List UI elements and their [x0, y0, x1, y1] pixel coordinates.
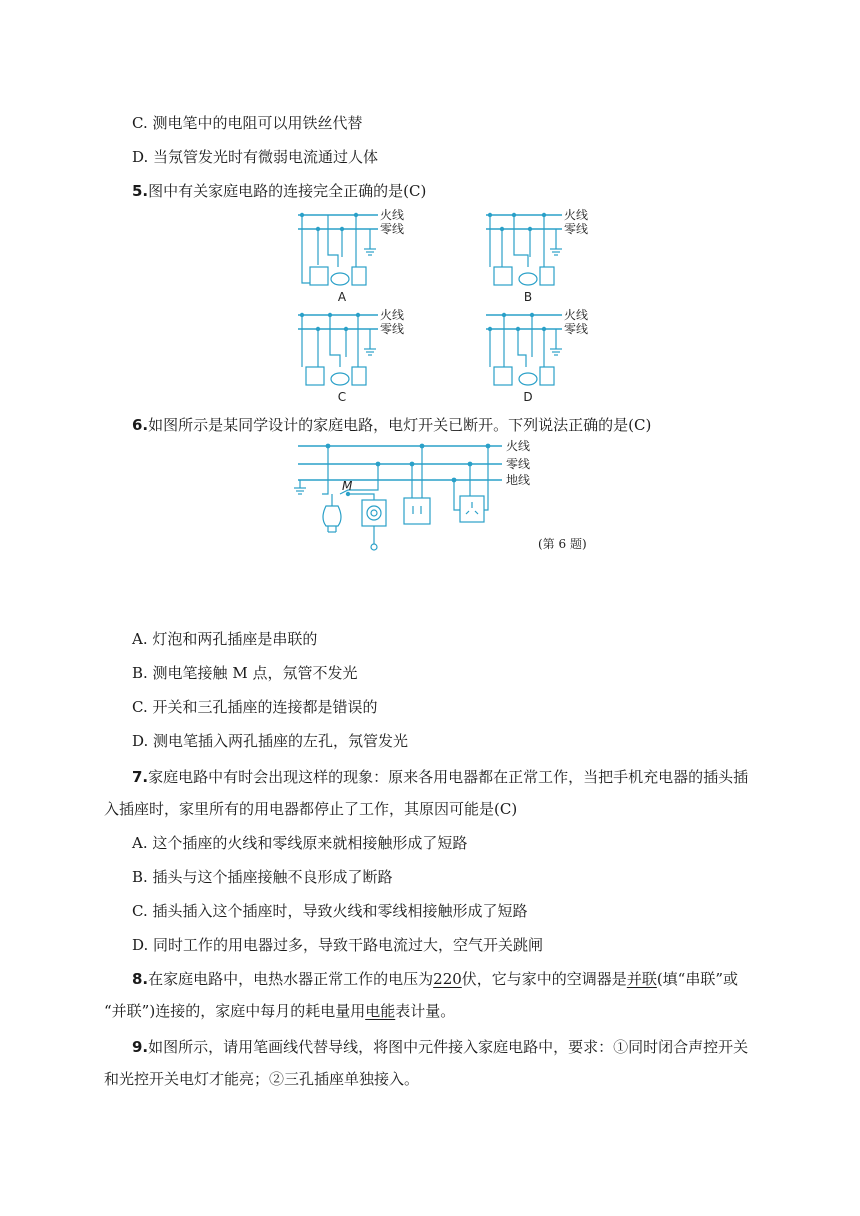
label-d: D — [523, 390, 533, 404]
q5-circuit-figure-b — [478, 205, 608, 305]
q5-circuit-figure-a — [290, 205, 420, 305]
q6-stem — [132, 414, 651, 435]
question-number: 8. — [132, 970, 149, 988]
label-neutral: 零线 — [380, 222, 405, 236]
q8-answer-connection: 并联 — [626, 970, 657, 988]
label-c: C — [337, 390, 347, 404]
q7-option-a: A. 这个插座的火线和零线原来就相接触形成了短路 — [132, 834, 468, 852]
label-a: A — [337, 290, 347, 304]
q7-stem-line1 — [132, 766, 748, 787]
question-number: 5. — [132, 182, 149, 200]
q6-circuit-figure — [290, 438, 610, 554]
q4-option-d: D. 当氖管发光时有微弱电流通过人体 — [132, 148, 379, 166]
q9-stem-line1 — [132, 1036, 748, 1057]
label-b: B — [523, 290, 533, 304]
q8-text5: 表计量。 — [395, 1002, 456, 1020]
q5-circuit-figure-c — [290, 305, 420, 405]
q6-option-c: C. 开关和三孔插座的连接都是错误的 — [132, 698, 378, 716]
q8-answer-voltage: 220 — [433, 970, 462, 988]
q7-option-c: C. 插头插入这个插座时，导致火线和零线相接触形成了短路 — [132, 902, 528, 920]
q9-stem-text1: 如图所示，请用笔画线代替导线，将图中元件接入家庭电路中，要求：①同时闭合声控开关 — [148, 1038, 749, 1056]
point-m-label: M — [342, 479, 353, 493]
q8-text4: “并联”)连接的，家庭中每月的耗电量用 — [104, 1002, 366, 1020]
q8-answer-meter: 电能 — [365, 1002, 396, 1020]
label-neutral: 零线 — [506, 457, 531, 471]
q7-option-d: D. 同时工作的用电器过多，导致干路电流过大，空气开关跳闸 — [132, 936, 544, 954]
q5-circuit-figure-d — [478, 305, 608, 405]
question-number: 6. — [132, 416, 149, 434]
label-live: 火线 — [380, 208, 405, 222]
q6-figure-caption: (第 6 题) — [538, 537, 587, 551]
label-neutral: 零线 — [380, 322, 405, 336]
q8-line2 — [104, 1000, 455, 1021]
label-neutral: 零线 — [564, 322, 589, 336]
question-number: 7. — [132, 768, 149, 786]
q8-text2: 伏，它与家中的空调器是 — [461, 970, 627, 988]
q9-stem-line2: 和光控开关电灯才能亮；②三孔插座单独接入。 — [104, 1070, 420, 1088]
question-number: 9. — [132, 1038, 149, 1056]
q7-option-b: B. 插头与这个插座接触不良形成了断路 — [132, 868, 393, 886]
q8-text1: 在家庭电路中，电热水器正常工作的电压为 — [148, 970, 434, 988]
q6-option-b: B. 测电笔接触 M 点，氖管不发光 — [132, 664, 358, 682]
label-neutral: 零线 — [564, 222, 589, 236]
label-live: 火线 — [564, 308, 589, 322]
label-live: 火线 — [380, 308, 405, 322]
q7-stem-line2: 入插座时，家里所有的用电器都停止了工作，其原因可能是(C) — [104, 800, 518, 818]
label-live: 火线 — [564, 208, 589, 222]
q5-stem-text: 图中有关家庭电路的连接完全正确的是(C) — [148, 182, 427, 200]
q6-option-a: A. 灯泡和两孔插座是串联的 — [132, 630, 318, 648]
label-ground: 地线 — [506, 473, 531, 487]
q6-option-d: D. 测电笔插入两孔插座的左孔，氖管发光 — [132, 732, 409, 750]
q8-line1 — [132, 968, 738, 989]
q4-option-c: C. 测电笔中的电阻可以用铁丝代替 — [132, 114, 363, 132]
label-live: 火线 — [506, 439, 531, 453]
q6-stem-text: 如图所示是某同学设计的家庭电路，电灯开关已断开。下列说法正确的是(C) — [148, 416, 652, 434]
q8-text3: (填“串联”或 — [656, 970, 739, 988]
q7-stem-text1: 家庭电路中有时会出现这样的现象：原来各用电器都在正常工作，当把手机充电器的插头插 — [148, 768, 749, 786]
q5-stem — [132, 180, 426, 201]
